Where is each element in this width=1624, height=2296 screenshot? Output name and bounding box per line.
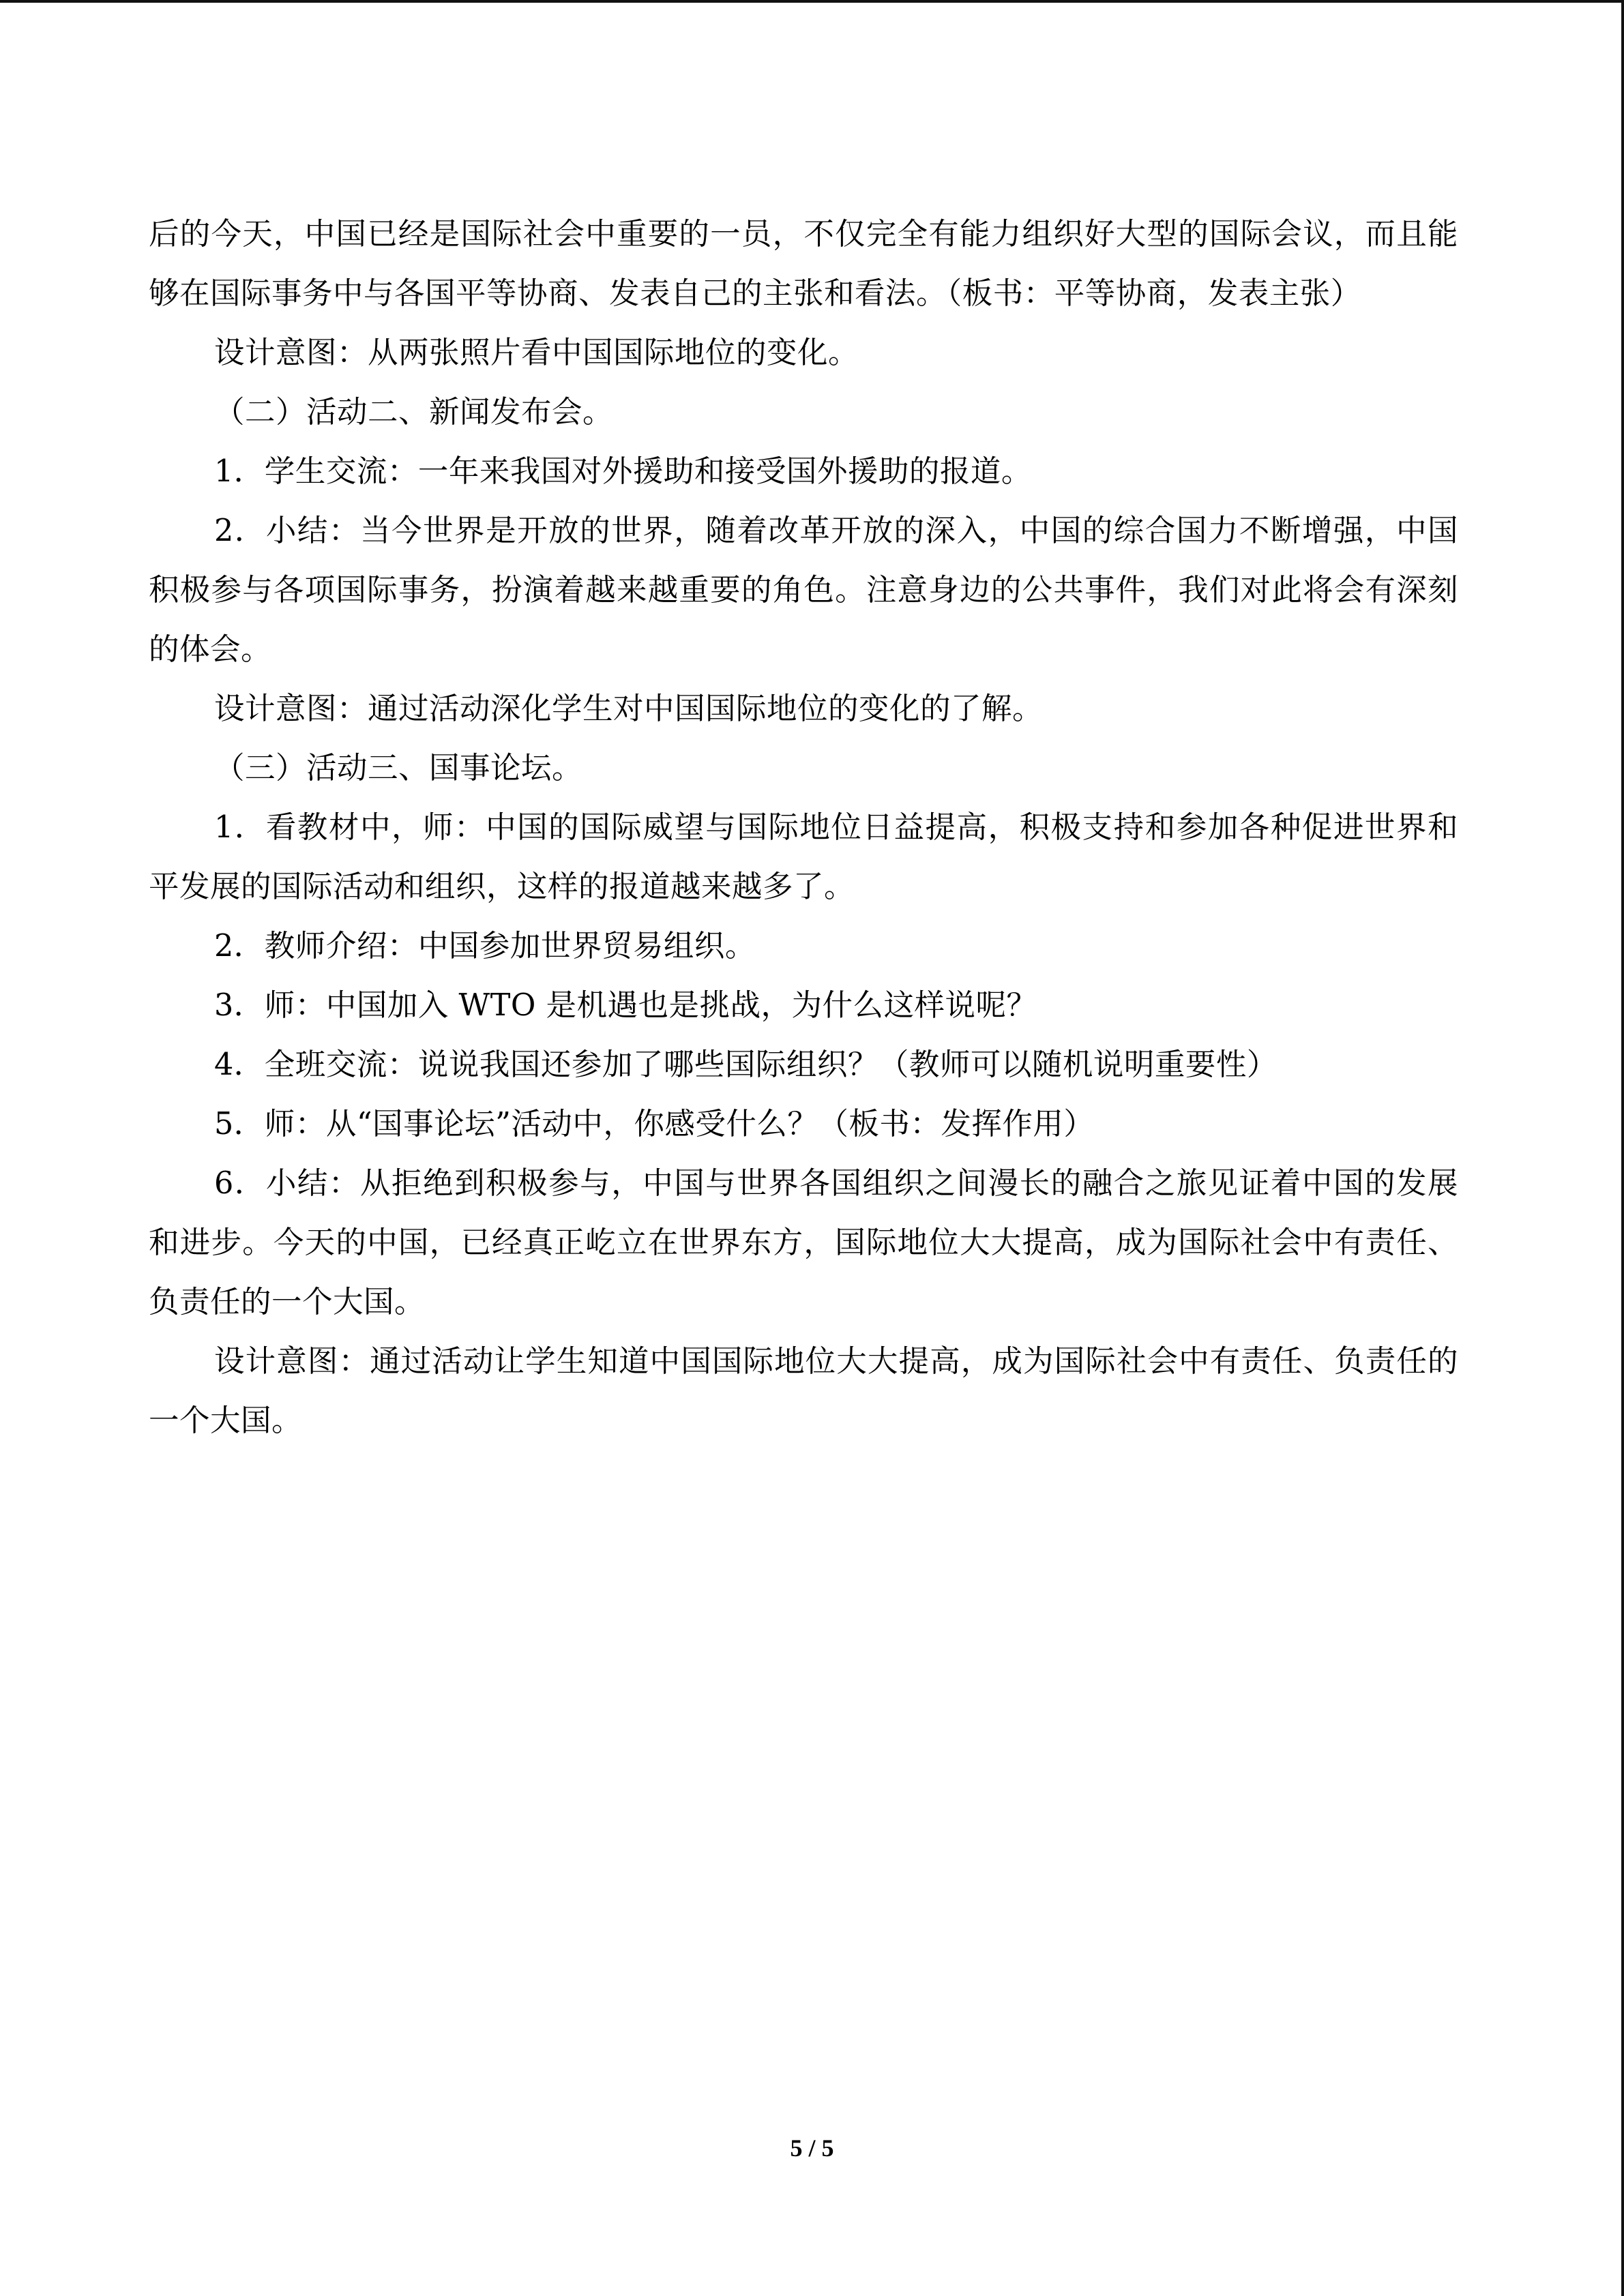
section-heading-activity-3: （三）活动三、国事论坛。 [214, 751, 583, 786]
list-item-3-6: 6．小结：从拒绝到积极参与，中国与世界各国组织之间漫长的融合之旅见证着中国的发展和进步。今天的中国，已经真正屹立在世界东方，国际地位大大提高，成为国际社会中有责任、负责任的一个大国。 [149, 1166, 1458, 1320]
list-item-2-2: 2．小结：当今世界是开放的世界，随着改革开放的深入，中国的综合国力不断增强，中国积极参与各项国际事务，扮演着越来越重要的角色。注意身边的公共事件，我们对此将会有深刻的体会。 [149, 513, 1458, 667]
list-item-3-4: 4．全班交流：说说我国还参加了哪些国际组织？（教师可以随机说明重要性） [214, 1047, 1278, 1082]
list-item-3-1: 1．看教材中，师：中国的国际威望与国际地位日益提高，积极支持和参加各种促进世界和平发展的国际活动和组织，这样的报道越来越多了。 [149, 810, 1458, 904]
list-item-2-1: 1．学生交流：一年来我国对外援助和接受国外援助的报道。 [214, 454, 1032, 489]
page-right-border [1621, 0, 1624, 2296]
list-item-3-5: 5．师：从“国事论坛”活动中，你感受什么？（板书：发挥作用） [214, 1107, 1095, 1142]
section-heading-activity-2: （二）活动二、新闻发布会。 [214, 395, 614, 430]
page-top-border [0, 0, 1624, 3]
document-body [149, 205, 1458, 1450]
list-item-3-3: 3．师：中国加入 WTO 是机遇也是挑战，为什么这样说呢？ [214, 988, 1037, 1023]
paragraph-design-intent-2: 设计意图：通过活动深化学生对中国国际地位的变化的了解。 [214, 691, 1044, 726]
page-number: 5 / 5 [790, 2134, 834, 2162]
paragraph-design-intent-3: 设计意图：通过活动让学生知道中国国际地位大大提高，成为国际社会中有责任、负责任的一个大国。 [149, 1344, 1458, 1438]
paragraph-design-intent-1: 设计意图：从两张照片看中国国际地位的变化。 [214, 336, 859, 370]
paragraph-continuation: 后的今天，中国已经是国际社会中重要的一员，不仅完全有能力组织好大型的国际会议，而且能够在国际事务中与各国平等协商、发表自己的主张和看法。（板书：平等协商，发表主张） [149, 217, 1458, 311]
list-item-3-2: 2．教师介绍：中国参加世界贸易组织。 [214, 929, 756, 964]
